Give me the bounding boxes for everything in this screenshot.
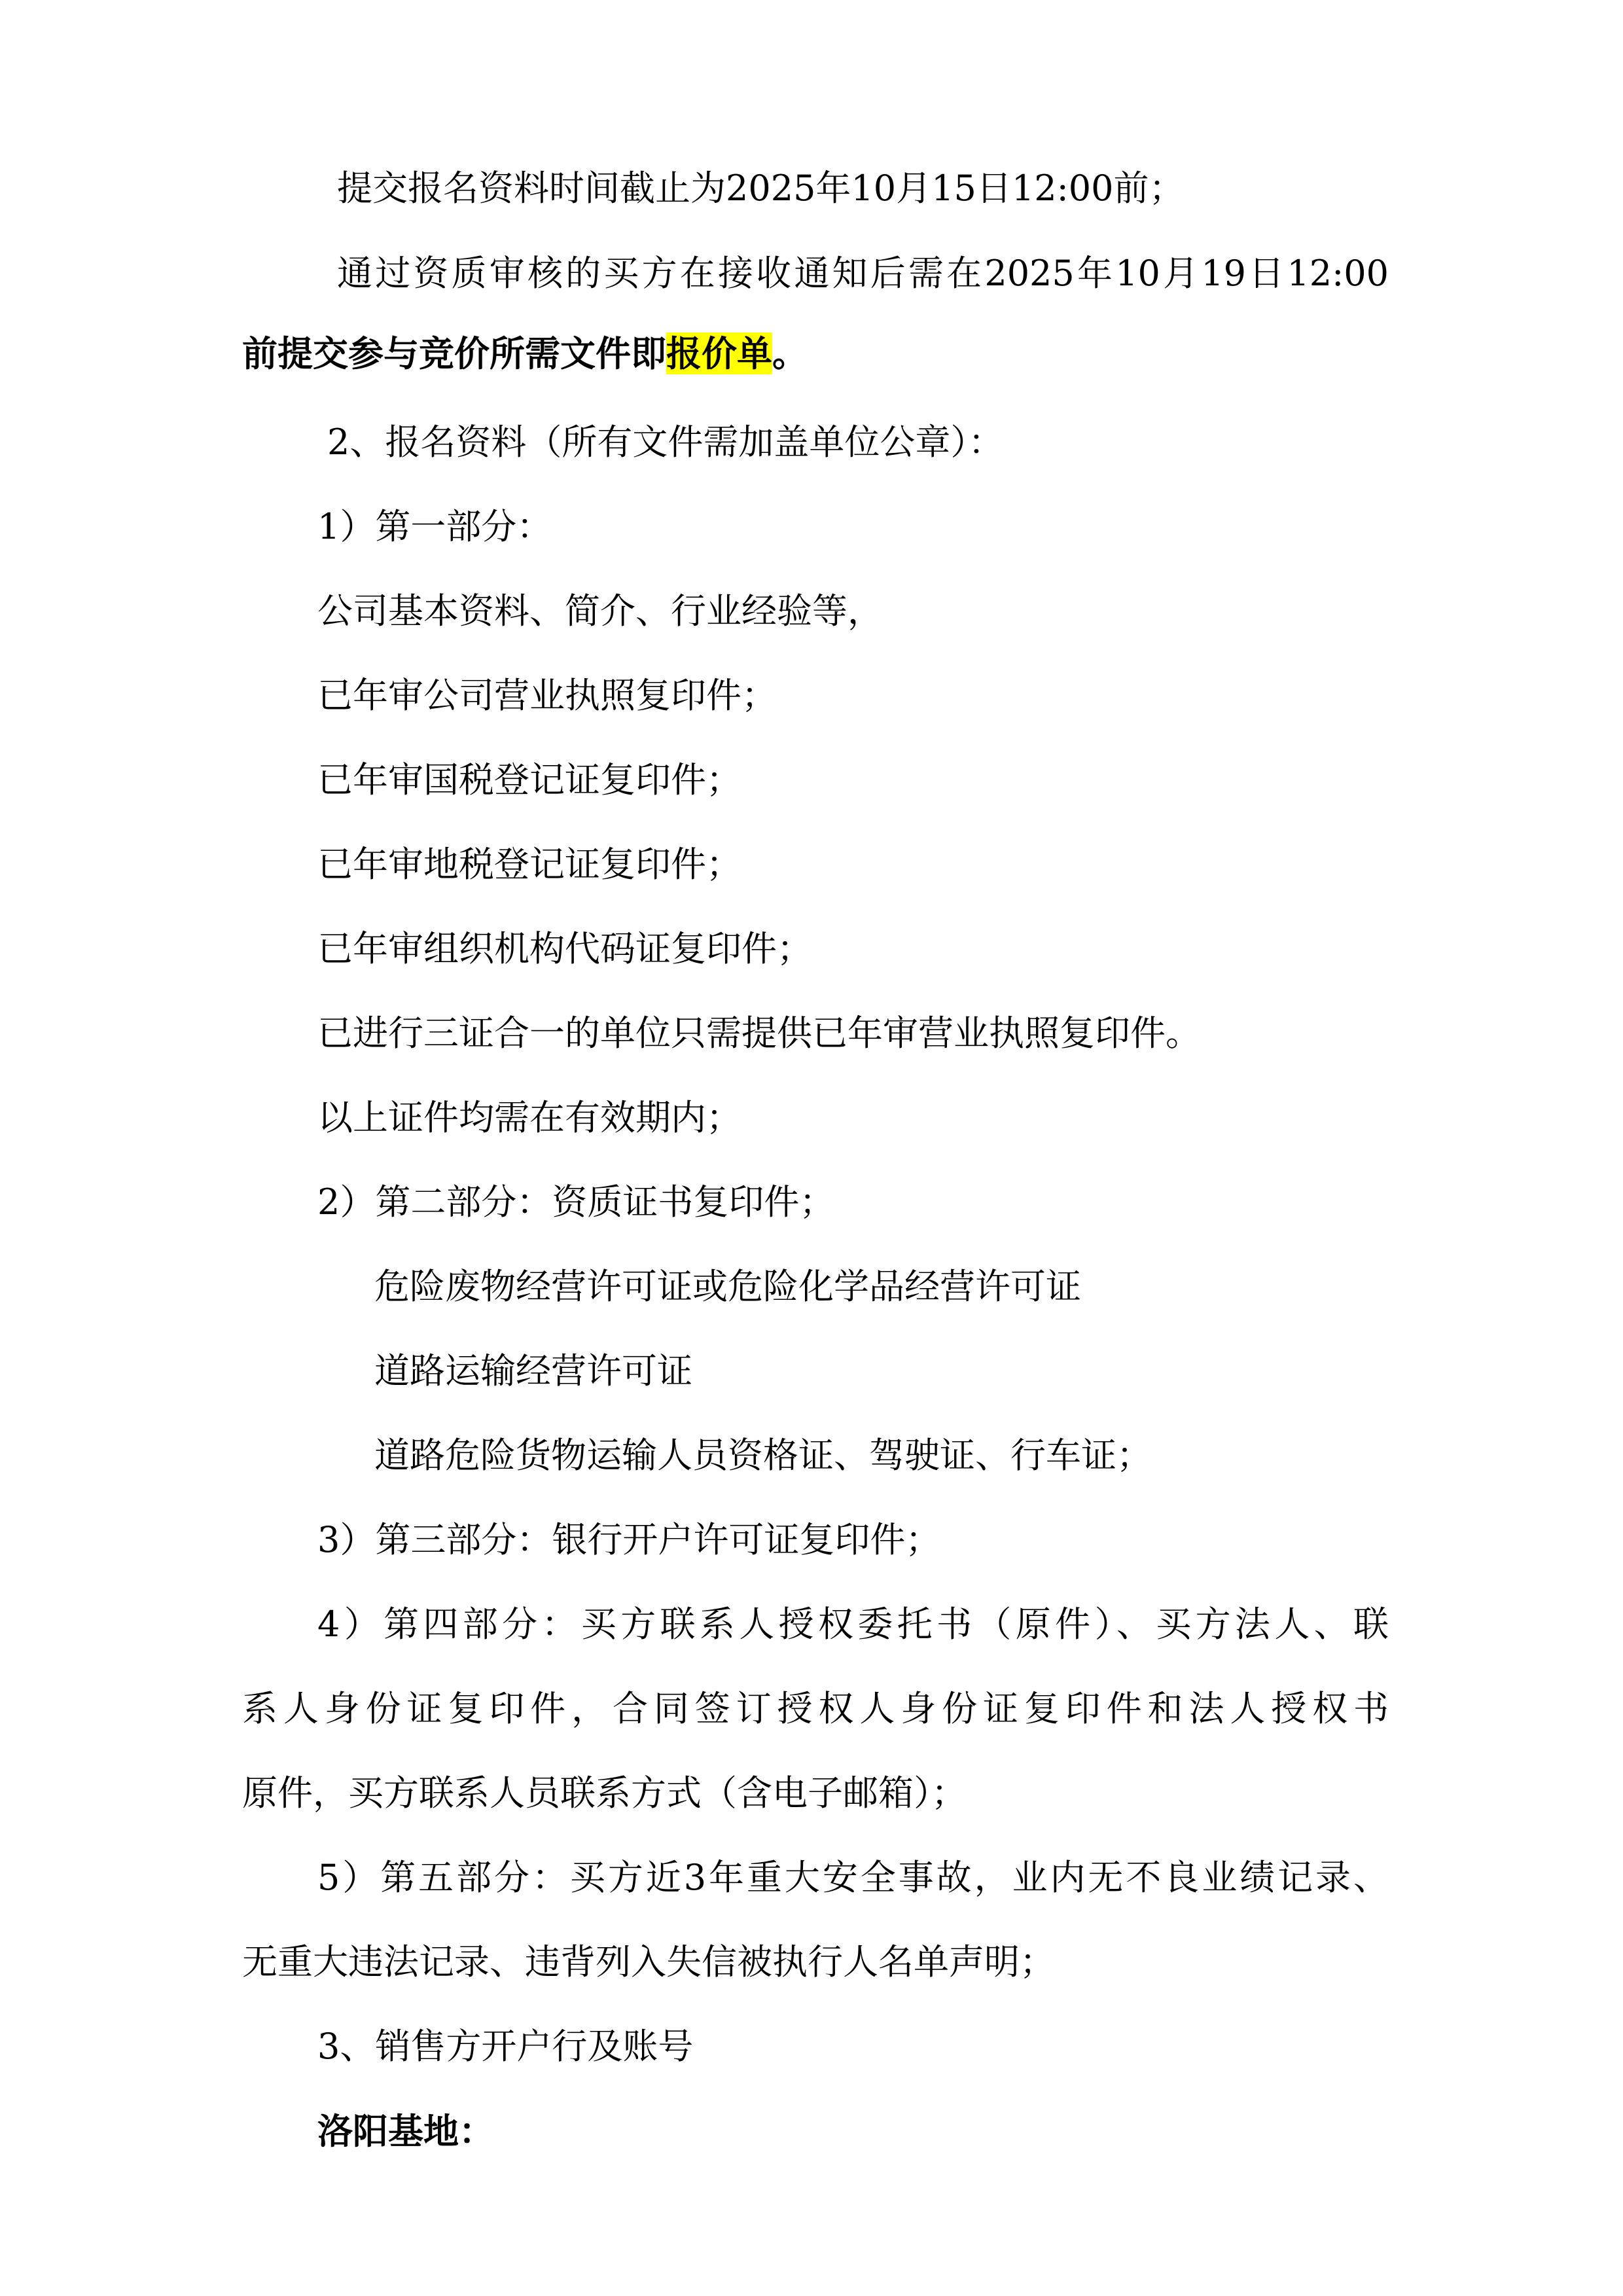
registration-heading: 2、报名资料（所有文件需加盖单位公章）： (327, 422, 1004, 463)
deadline-line-2: 通过资质审核的买方在接收通知后需在2025年10月19日12:00 (337, 253, 1389, 294)
part2-title: 2）第二部分：资质证书复印件； (317, 1181, 835, 1223)
part1-item: 已年审国税登记证复印件； (317, 759, 741, 800)
part4-line-2: 系人身份证复印件，合同签订授权人身份证复印件和法人授权书 (242, 1688, 1389, 1729)
deadline-line-3-suffix: 。 (772, 332, 808, 374)
part1-item: 已年审组织机构代码证复印件； (317, 928, 812, 969)
part2-item: 危险废物经营许可证或危险化学品经营许可证 (374, 1266, 1081, 1307)
bank-heading: 3、销售方开户行及账号 (317, 2026, 694, 2067)
part2-item: 道路运输经营许可证 (374, 1350, 692, 1391)
highlighted-text: 报价单 (666, 332, 772, 374)
part4-line-1: 4）第四部分：买方联系人授权委托书（原件）、买方法人、联 (317, 1604, 1389, 1645)
base-heading: 洛阳基地： (317, 2110, 494, 2152)
part1-item: 已年审地税登记证复印件； (317, 844, 741, 885)
deadline-line-1: 提交报名资料时间截止为2025年10月15日12:00前； (337, 168, 1185, 209)
deadline-line-3 (242, 327, 1389, 380)
part1-item: 已年审公司营业执照复印件； (317, 675, 777, 716)
deadline-line-3-prefix: 前提交参与竞价所需文件即 (242, 332, 666, 374)
part5-line-2: 无重大违法记录、违背列入失信被执行人名单声明； (242, 1941, 1055, 1982)
part1-item: 公司基本资料、简介、行业经验等， (317, 590, 883, 632)
part3-title: 3）第三部分：银行开户许可证复印件； (317, 1519, 941, 1560)
part5-line-1: 5）第五部分：买方近3年重大安全事故，业内无不良业绩记录、 (317, 1857, 1389, 1898)
part1-title: 1）第一部分： (317, 506, 552, 547)
part4-line-3: 原件，买方联系人员联系方式（含电子邮箱）； (242, 1772, 967, 1814)
part1-item: 以上证件均需在有效期内； (317, 1097, 741, 1138)
part1-item: 已进行三证合一的单位只需提供已年审营业执照复印件。 (317, 1013, 1201, 1054)
part2-item: 道路危险货物运输人员资格证、驾驶证、行车证； (374, 1435, 1152, 1476)
